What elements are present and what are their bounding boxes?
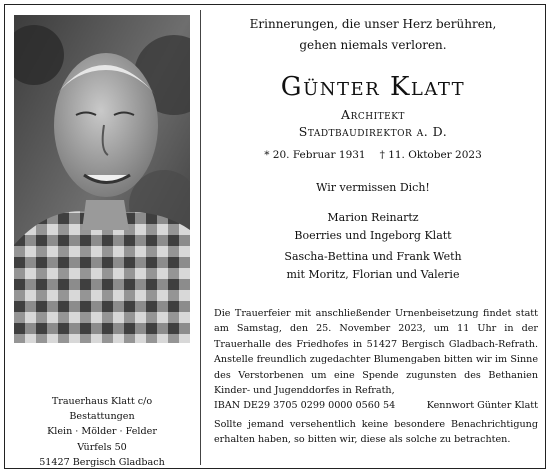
death-date: † 11. Oktober 2023: [379, 149, 482, 161]
address-line: 51427 Bergisch Gladbach: [39, 456, 165, 468]
birth-date: * 20. Februar 1931: [264, 149, 366, 161]
deceased-titles: [206, 106, 540, 140]
column-divider: [200, 10, 201, 465]
funeral-home-address: [10, 394, 194, 470]
portrait-photo: [14, 15, 190, 343]
kennwort: Kennwort Günter Klatt: [426, 400, 538, 412]
memorial-quote: [206, 14, 540, 56]
family-member: Marion Reinartz: [327, 211, 419, 224]
deceased-name: Günter Klatt: [280, 72, 466, 102]
donation-details: [214, 398, 538, 413]
notice-paragraph: Sollte jemand versehentlich keine besondere Benachrichtigung erhalten haben, so bitten wir, diese als solche zu betrachten.: [214, 418, 538, 446]
iban: IBAN DE29 3705 0299 0000 0560 54: [214, 400, 396, 412]
address-line: Vürfels 50: [77, 441, 127, 453]
family-list: [206, 209, 540, 283]
family-member: mit Moritz, Florian und Valerie: [286, 267, 460, 281]
miss-you-line: Wir vermissen Dich!: [316, 181, 430, 194]
address-line: Klein · Mölder · Felder: [47, 426, 157, 438]
address-line: Bestattungen: [69, 411, 135, 423]
quote-line: Erinnerungen, die unser Herz berühren,: [249, 17, 497, 31]
title-line: Stadtbaudirektor a. D.: [298, 124, 448, 139]
quote-line: gehen niemals verloren.: [299, 38, 447, 52]
address-line: Trauerhaus Klatt c/o: [51, 396, 153, 407]
notice-paragraph: Die Trauerfeier mit anschließender Urnenbeisetzung findet statt am Samstag, den 25. November 2023, um 11 Uhr in der Trauerhalle des Friedhofes in 51427 Bergisch Gladbach-Refrath. Anstelle freundlich zugedachter Blumengaben bitten wir im Sinne des Verstorbenen um eine Spende zugunsten des Bethanien Kinder- und Jugenddorfes in Refrath,: [214, 308, 538, 397]
life-dates: [206, 149, 540, 161]
title-line: Architekt: [341, 107, 405, 122]
family-member: Sascha-Bettina und Frank Weth: [284, 250, 462, 263]
family-member: Boerries und Ingeborg Klatt: [294, 228, 452, 242]
funeral-notice: [214, 306, 538, 448]
